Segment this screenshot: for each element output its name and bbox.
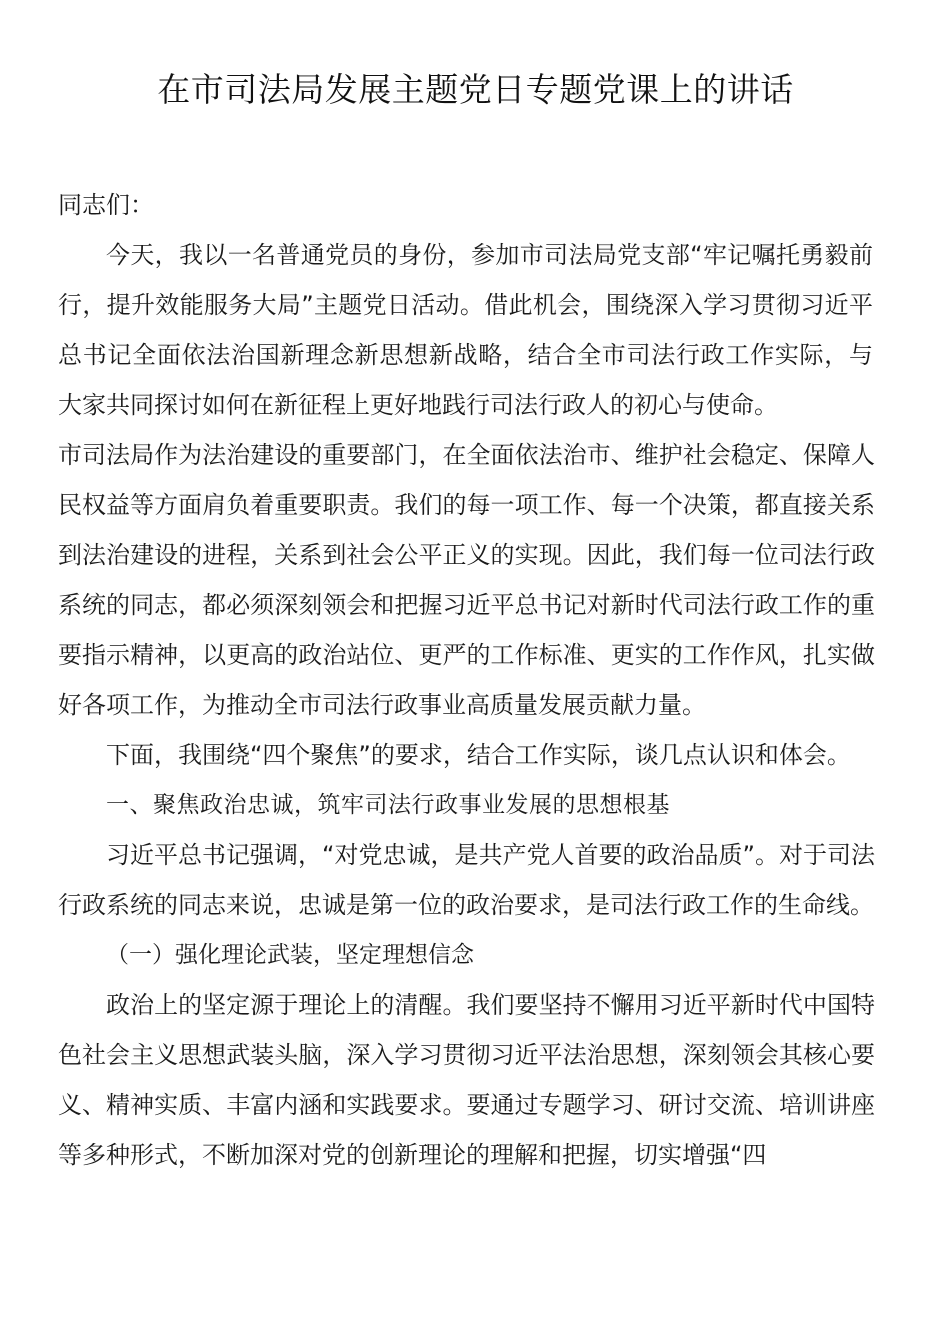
section-heading-1: 一、聚焦政治忠诚，筑牢司法行政事业发展的思想根基: [106, 792, 670, 818]
paragraph-role: 市司法局作为法治建设的重要部门，在全面依法治市、维护社会稳定、保障人民权益等方面肩负着重要职责。我们的每一项工作、每一个决策，都直接关系到法治建设的进程，关系到社会公平正义的实现。因此，我们每一位司法行政系统的同志，都必须深刻领会和把握习近平总书记对新时代司法行政工作的重要指示精神，以更高的政治站位、更严的工作标准、更实的工作作风，扎实做好各项工作，为推动全市司法行政事业高质量发展贡献力量。: [58, 441, 875, 719]
document-title: 在市司法局发展主题党日专题党课上的讲话: [157, 70, 794, 109]
paragraph-section-1: 习近平总书记强调，“对党忠诚，是共产党人首要的政治品质”。对于司法行政系统的同志来说，忠诚是第一位的政治要求，是司法行政工作的生命线。: [58, 841, 875, 919]
subsection-heading-1: （一）强化理论武装，坚定理想信念: [106, 942, 474, 968]
paragraph-subsection-1: 政治上的坚定源于理论上的清醒。我们要坚持不懈用习近平新时代中国特色社会主义思想武装头脑，深入学习贯彻习近平法治思想，深刻领会其核心要义、精神实质、丰富内涵和实践要求。要通过专题学习、研讨交流、培训讲座等多种形式，不断加深对党的创新理论的理解和把握，切实增强“四: [58, 991, 875, 1169]
salutation: 同志们：: [58, 191, 154, 219]
paragraph-intro: 今天，我以一名普通党员的身份，参加市司法局党支部“牢记嘱托勇毅前行，提升效能服务大局”主题党日活动。借此机会，围绕深入学习贯彻习近平总书记全面依法治国新理念新思想新战略，结合全市司法行政工作实际，与大家共同探讨如何在新征程上更好地践行司法行政人的初心与使命。: [58, 241, 873, 419]
paragraph-outline: 下面，我围绕“四个聚焦”的要求，结合工作实际，谈几点认识和体会。: [106, 741, 851, 769]
